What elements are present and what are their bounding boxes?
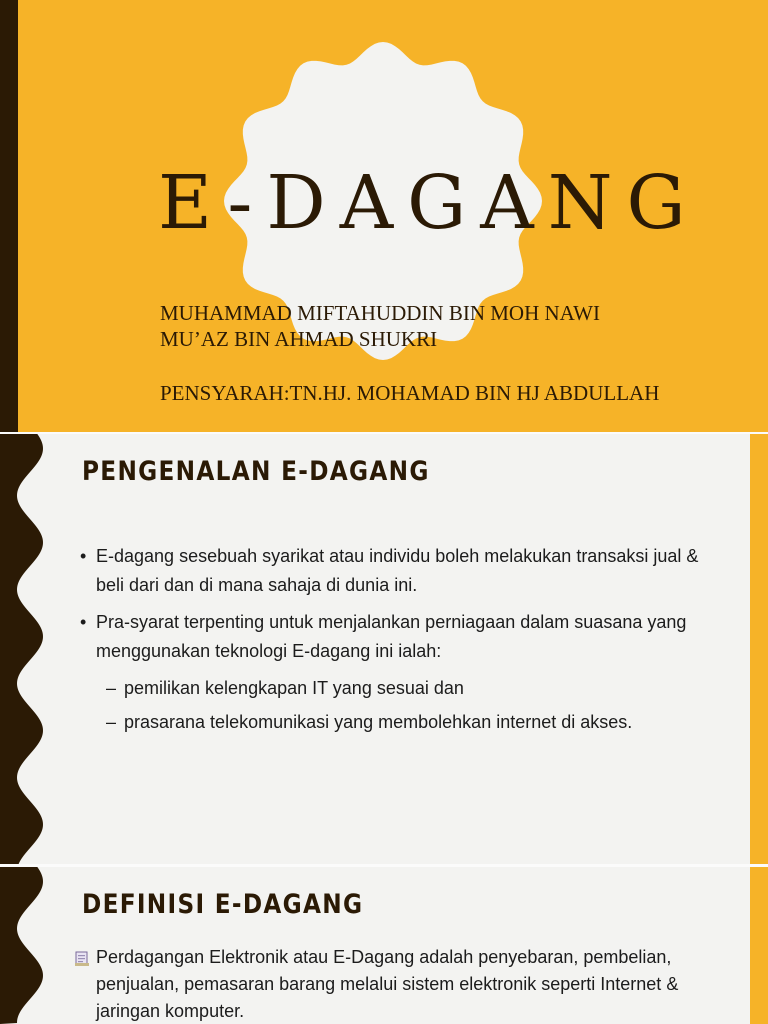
author-list (160, 300, 740, 352)
bullet-text: E-dagang sesebuah syarikat atau individu boleh melakukan transaksi jual & beli dari dan di mana sahaja di dunia ini. (96, 546, 699, 595)
slide-heading: DEFINISI E-DAGANG (82, 889, 364, 920)
bullet-text: Pra-syarat terpenting untuk menjalankan perniagaan dalam suasana yang menggunakan teknologi E-dagang ini ialah: (96, 612, 687, 661)
sub-bullet-item (106, 708, 726, 737)
sub-bullet-text: pemilikan kelengkapan IT yang sesuai dan (124, 678, 464, 698)
right-accent-bar (750, 867, 768, 1024)
sub-bullet-item (106, 674, 726, 703)
dash-icon: – (106, 678, 117, 698)
bullet-icon: • (80, 546, 87, 566)
definition-text: Perdagangan Elektronik atau E-Dagang adalah penyebaran, pembelian, penjualan, pemasaran barang melalui sistem elektronik seperti Internet & jaringan komputer. (96, 947, 679, 1021)
author-name: MUHAMMAD MIFTAHUDDIN BIN MOH NAWI (160, 301, 600, 325)
bullet-icon: • (80, 612, 87, 632)
bullet-item (80, 608, 730, 666)
author-name: MU’AZ BIN AHMAD SHUKRI (160, 327, 438, 351)
bullet-item (80, 542, 730, 600)
sub-bullet-text: prasarana telekomunikasi yang membolehkan internet di akses. (124, 712, 633, 732)
presentation-title: E-DAGANG (158, 160, 700, 246)
right-accent-bar (750, 434, 768, 864)
left-accent-bar (0, 0, 18, 432)
lecturer-name: PENSYARAH:TN.HJ. MOHAMAD BIN HJ ABDULLAH (160, 381, 660, 405)
wavy-left-border (0, 867, 58, 1024)
dash-icon: – (106, 712, 117, 732)
definition-slide (0, 867, 768, 1024)
title-slide (0, 0, 768, 432)
slide-heading: PENGENALAN E-DAGANG (82, 456, 430, 487)
intro-slide (0, 434, 768, 864)
wavy-left-border (0, 434, 58, 864)
document-icon (74, 951, 90, 967)
